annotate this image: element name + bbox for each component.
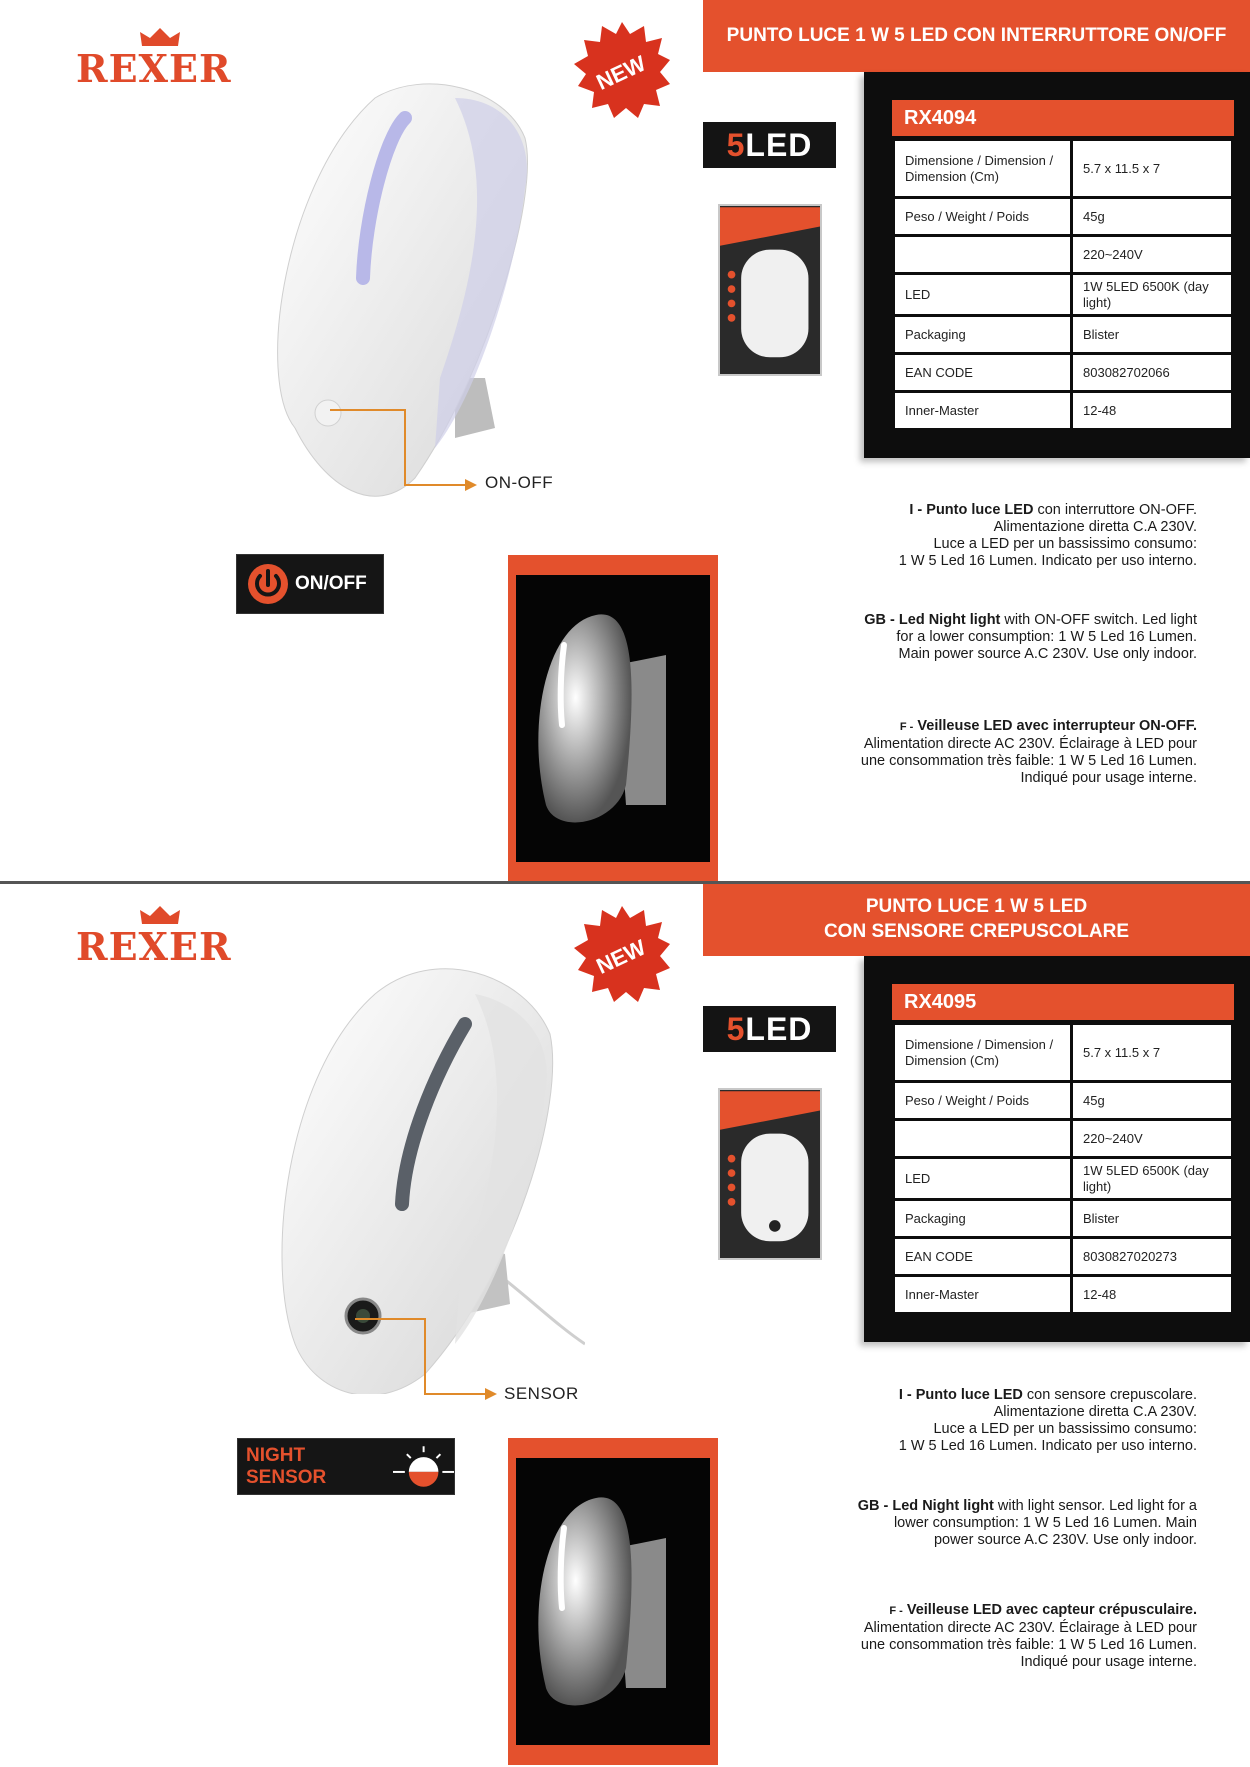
spec-key: Peso / Weight / Poids xyxy=(894,1082,1072,1120)
spec-value: 12-48 xyxy=(1072,392,1233,430)
night-photo xyxy=(516,1458,710,1745)
spec-table xyxy=(892,138,1234,431)
table-row xyxy=(894,354,1233,392)
description-gb xyxy=(777,1498,1197,1549)
description-f xyxy=(777,718,1197,787)
brand-wordmark: REXER xyxy=(76,924,232,969)
spec-key: Inner-Master xyxy=(894,1276,1072,1314)
5led-badge xyxy=(703,1006,836,1052)
desc-f-prefix: F - xyxy=(889,1605,903,1617)
desc-f-line: Alimentation directe AC 230V. Éclairage à LED pour xyxy=(863,736,1197,752)
callout-arrow xyxy=(355,1314,500,1404)
spec-value: 12-48 xyxy=(1072,1276,1233,1314)
product-code: RX4094 xyxy=(892,100,1234,136)
night-photo-frame xyxy=(508,1438,718,1765)
desc-it-line: Luce a LED per un bassissimo consumo: xyxy=(933,536,1197,552)
table-row xyxy=(894,392,1233,430)
spec-key: Packaging xyxy=(894,1200,1072,1238)
brand-wordmark: REXER xyxy=(76,46,232,91)
product-title-bar xyxy=(703,0,1250,72)
spec-key: Dimensione / Dimension / Dimension (Cm) xyxy=(894,1024,1072,1082)
spec-key: Inner-Master xyxy=(894,392,1072,430)
sun-sensor-icon xyxy=(393,1444,454,1490)
description-it xyxy=(777,1387,1197,1455)
night-sensor-feature-badge xyxy=(237,1438,455,1495)
desc-it-bold: I - Punto luce LED xyxy=(898,1387,1023,1403)
night-photo xyxy=(516,575,710,862)
spec-value: 45g xyxy=(1072,1082,1233,1120)
callout-label: SENSOR xyxy=(504,1384,579,1403)
desc-it-text: con interruttore ON-OFF. xyxy=(1033,502,1197,518)
feature-badge-label: NIGHT SENSOR xyxy=(246,1444,327,1488)
desc-gb-bold: GB - Led Night light xyxy=(857,1498,994,1514)
product-title-line2: CON SENSORE CREPUSCOLARE xyxy=(823,921,1130,942)
blister-package-image xyxy=(718,1088,822,1260)
spec-value: 803082702066 xyxy=(1072,354,1233,392)
blister-package-image xyxy=(718,204,822,376)
desc-it-line: Luce a LED per un bassissimo consumo: xyxy=(933,1421,1197,1437)
table-row xyxy=(894,1120,1233,1158)
table-row xyxy=(894,1024,1233,1082)
spec-key xyxy=(894,1120,1072,1158)
spec-key: EAN CODE xyxy=(894,1238,1072,1276)
desc-f-line: une consommation très faible: 1 W 5 Led 16 Lumen. xyxy=(860,1637,1197,1653)
table-row xyxy=(894,1238,1233,1276)
led-label: LED xyxy=(745,1010,813,1047)
new-badge-text: NEW xyxy=(592,50,650,95)
led-count: 5 xyxy=(726,126,746,163)
spec-key: EAN CODE xyxy=(894,354,1072,392)
desc-f-line: Indiqué pour usage interne. xyxy=(1020,770,1197,786)
spec-value: 1W 5LED 6500K (day light) xyxy=(1072,274,1233,316)
desc-it-bold: I - Punto luce LED xyxy=(909,502,1034,518)
desc-gb-line: for a lower consumption: 1 W 5 Led 16 Lumen. xyxy=(896,629,1197,645)
table-row xyxy=(894,140,1233,198)
desc-it-line: 1 W 5 Led 16 Lumen. Indicato per uso interno. xyxy=(898,1438,1197,1454)
rexer-logo xyxy=(76,26,246,91)
callout-label: ON-OFF xyxy=(485,473,554,492)
spec-key: LED xyxy=(894,274,1072,316)
product-section-rx4094 xyxy=(0,0,1250,882)
desc-f-bold: Veilleuse LED avec capteur crépusculaire. xyxy=(902,1602,1197,1618)
spec-value: 1W 5LED 6500K (day light) xyxy=(1072,1158,1233,1200)
spec-key: Packaging xyxy=(894,316,1072,354)
spec-table xyxy=(892,1022,1234,1315)
night-photo-frame xyxy=(508,555,718,882)
spec-value: 45g xyxy=(1072,198,1233,236)
desc-gb-line: lower consumption: 1 W 5 Led 16 Lumen. Main xyxy=(893,1515,1197,1531)
crown-icon xyxy=(138,26,182,48)
table-row xyxy=(894,316,1233,354)
table-row xyxy=(894,1158,1233,1200)
desc-f-line: Alimentation directe AC 230V. Éclairage à LED pour xyxy=(863,1620,1197,1636)
desc-it-text: con sensore crepuscolare. xyxy=(1022,1387,1197,1403)
table-row xyxy=(894,1276,1233,1314)
spec-value: 220~240V xyxy=(1072,236,1233,274)
spec-value: 5.7 x 11.5 x 7 xyxy=(1072,140,1233,198)
power-icon xyxy=(245,561,291,607)
crown-icon xyxy=(138,904,182,926)
rexer-logo xyxy=(76,904,246,969)
callout-arrow xyxy=(330,405,480,495)
table-row xyxy=(894,274,1233,316)
table-row xyxy=(894,1200,1233,1238)
spec-value: 8030827020273 xyxy=(1072,1238,1233,1276)
product-title-bar xyxy=(703,884,1250,956)
product-title-line1: PUNTO LUCE 1 W 5 LED xyxy=(865,896,1088,918)
spec-value: 5.7 x 11.5 x 7 xyxy=(1072,1024,1233,1082)
spec-panel xyxy=(864,956,1250,1342)
spec-panel xyxy=(864,72,1250,458)
desc-gb-line: Main power source A.C 230V. Use only indoor. xyxy=(898,646,1197,662)
spec-value: 220~240V xyxy=(1072,1120,1233,1158)
new-badge-text: NEW xyxy=(592,934,650,979)
desc-f-bold: Veilleuse LED avec interrupteur ON-OFF. xyxy=(913,718,1197,734)
desc-f-line: une consommation très faible: 1 W 5 Led 16 Lumen. xyxy=(860,753,1197,769)
desc-gb-text: with ON-OFF switch. Led light xyxy=(1000,612,1197,628)
desc-it-line: Alimentazione diretta C.A 230V. xyxy=(993,1404,1197,1420)
table-row xyxy=(894,198,1233,236)
product-section-rx4095 xyxy=(0,884,1250,1766)
new-starburst-badge xyxy=(572,20,672,120)
desc-f-prefix: F - xyxy=(899,721,914,733)
5led-badge xyxy=(703,122,836,168)
feature-badge-label: ON/OFF xyxy=(295,573,367,594)
desc-f-line: Indiqué pour usage interne. xyxy=(1020,1654,1197,1670)
desc-it-line: Alimentazione diretta C.A 230V. xyxy=(993,519,1197,535)
led-label: LED xyxy=(745,126,813,163)
spec-value: Blister xyxy=(1072,316,1233,354)
product-title: PUNTO LUCE 1 W 5 LED CON INTERRUTTORE ON/OFF xyxy=(726,24,1227,46)
desc-gb-bold: GB - Led Night light xyxy=(864,612,1001,628)
spec-value: Blister xyxy=(1072,1200,1233,1238)
spec-key xyxy=(894,236,1072,274)
desc-gb-line: power source A.C 230V. Use only indoor. xyxy=(933,1532,1197,1548)
description-f xyxy=(777,1602,1197,1671)
spec-key: LED xyxy=(894,1158,1072,1200)
onoff-feature-badge xyxy=(236,554,384,614)
spec-key: Dimensione / Dimension / Dimension (Cm) xyxy=(894,140,1072,198)
table-row xyxy=(894,1082,1233,1120)
description-gb xyxy=(777,612,1197,663)
spec-key: Peso / Weight / Poids xyxy=(894,198,1072,236)
table-row xyxy=(894,236,1233,274)
new-starburst-badge xyxy=(572,904,672,1004)
led-count: 5 xyxy=(726,1010,746,1047)
product-code: RX4095 xyxy=(892,984,1234,1020)
desc-gb-text: with light sensor. Led light for a xyxy=(993,1498,1197,1514)
desc-it-line: 1 W 5 Led 16 Lumen. Indicato per uso interno. xyxy=(898,553,1197,569)
description-it xyxy=(777,502,1197,570)
